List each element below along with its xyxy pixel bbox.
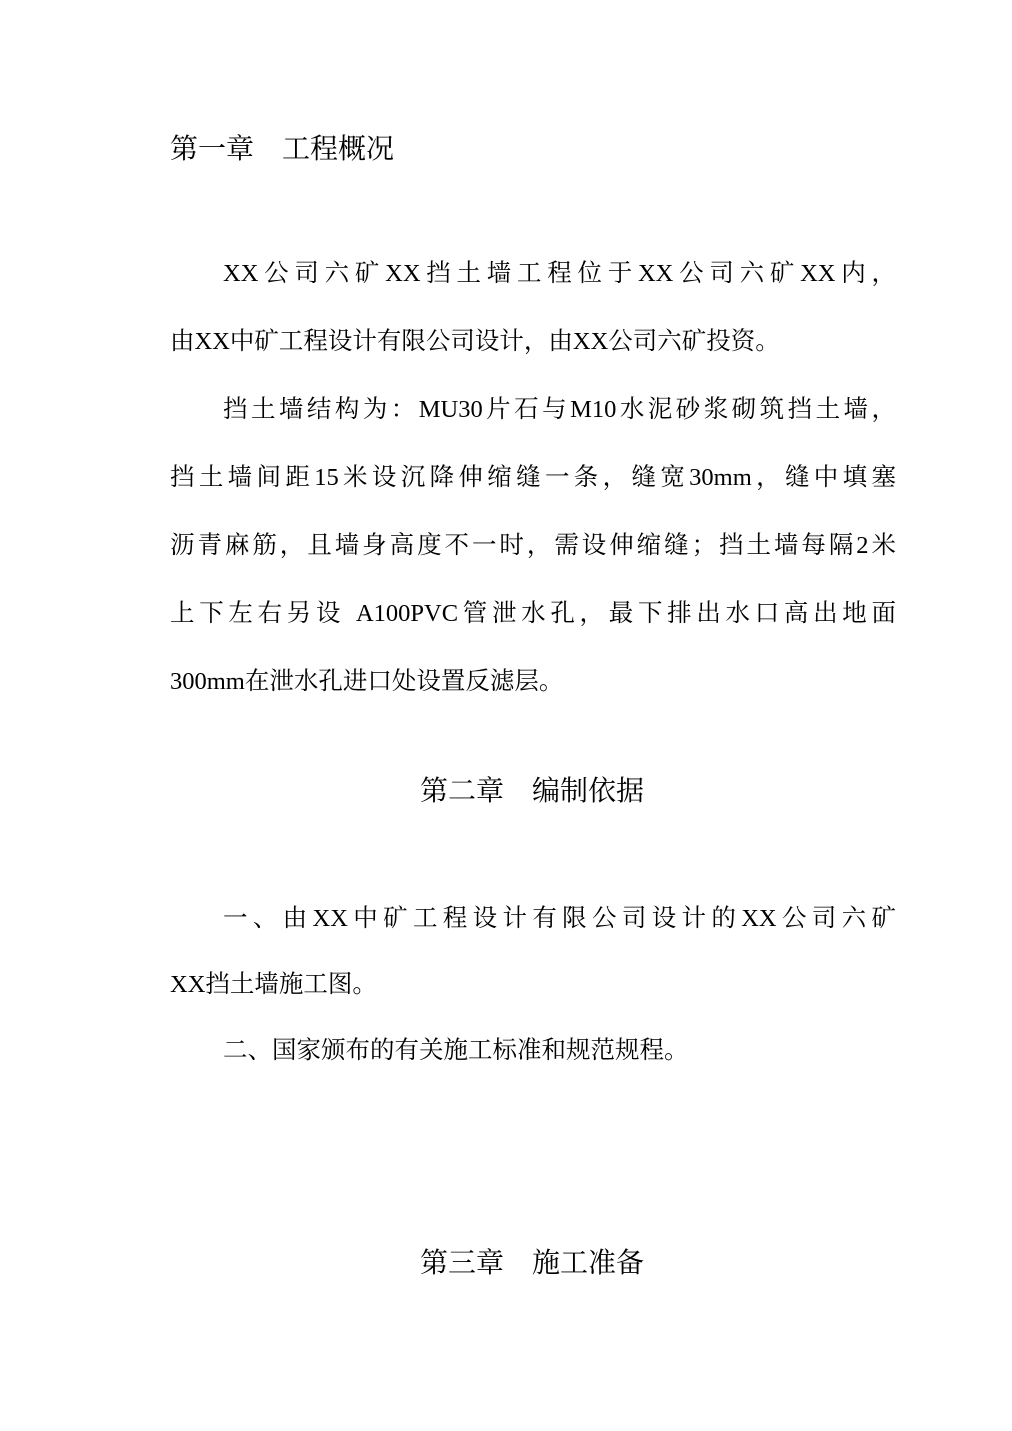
chapter-2-title: 第二章 编制依据 (419, 774, 644, 807)
chapter-1-paragraph-2-line-1: 挡土墙结构为：MU30片石与M10水泥砂浆砌筑挡土墙， (223, 396, 896, 423)
chapter-1-paragraph-1-line-2: 由XX中矿工程设计有限公司设计，由XX公司六矿投资。 (170, 328, 780, 355)
chapter-2-item-2: 二、国家颁布的有关施工标准和规范规程。 (223, 1037, 689, 1064)
chapter-2-item-1-line-2: XX挡土墙施工图。 (170, 971, 377, 998)
chapter-1-paragraph-2-line-5: 300mm在泄水孔进口处设置反滤层。 (170, 668, 564, 695)
chapter-1-paragraph-2-line-2: 挡土墙间距15米设沉降伸缩缝一条，缝宽30mm，缝中填塞 (170, 464, 896, 491)
chapter-1-paragraph-2-line-4: 上下左右另设 A100PVC管泄水孔，最下排出水口高出地面 (170, 600, 896, 627)
chapter-3-title: 第三章 施工准备 (419, 1246, 644, 1279)
chapter-1-paragraph-2-line-3: 沥青麻筋，且墙身高度不一时，需设伸缩缝；挡土墙每隔2米 (170, 532, 896, 559)
chapter-1-title: 第一章 工程概况 (170, 132, 395, 165)
chapter-1-paragraph-1-line-1: XX公司六矿XX挡土墙工程位于XX公司六矿XX内， (223, 260, 896, 287)
chapter-2-item-1-line-1: 一、由XX中矿工程设计有限公司设计的XX公司六矿 (223, 905, 896, 932)
